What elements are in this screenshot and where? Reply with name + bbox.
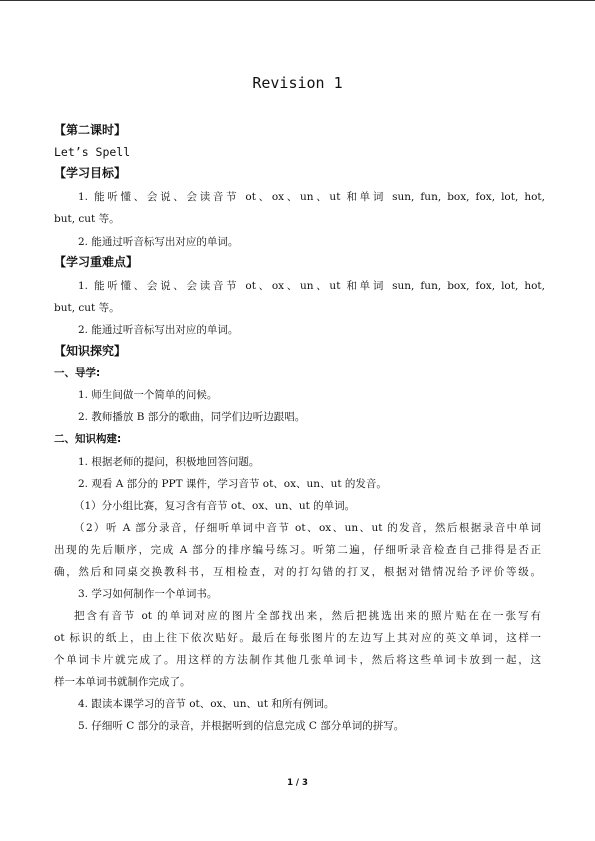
key-point-item-1: 1. 能听懂、会说、会读音节 ot、ox、un、ut 和单词 sun, fun, box, fox, lot, hot, <box>78 280 545 292</box>
build-item-2-sub-2-cont-1: 出现的先后顺序，完成 A 部分的排序编号练习。听第二遍，仔细听录音检查自己排得是否正 <box>54 544 541 556</box>
build-item-2-sub-2: （2）听 A 部分录音，仔细听单词中音节 ot、ox、un、ut 的发音，然后根据录音中单词 <box>74 522 541 534</box>
section-heading-key-points: 【学习重难点】 <box>54 255 139 269</box>
build-item-3-desc-cont-2: 个单词卡片就完成了。用这样的方法制作其他几张单词卡，然后将这些单词卡放到一起，这 <box>54 654 541 666</box>
build-item-3: 3. 学习如何制作一个单词书。 <box>78 588 218 600</box>
subheading-guide: 一、导学: <box>54 367 101 379</box>
section-heading-lesson: 【第二课时】 <box>54 123 127 137</box>
build-item-4: 4. 跟读本课学习的音节 ot、ox、un、ut 和所有例词。 <box>78 698 335 710</box>
section-heading-explore: 【知识探究】 <box>54 344 127 358</box>
objective-item-2: 2. 能通过听音标写出对应的单词。 <box>78 236 239 248</box>
document-title: Revision 1 <box>252 74 343 92</box>
lesson-subtitle: Let’s Spell <box>54 145 131 159</box>
section-heading-objectives: 【学习目标】 <box>54 166 127 180</box>
build-item-3-desc: 把含有音节 ot 的单词对应的图片全部找出来，然后把挑选出来的照片贴在在一张写有 <box>74 610 541 622</box>
objective-item-1: 1. 能听懂、会说、会读音节 ot、ox、un、ut 和单词 sun, fun, box, fox, lot, hot, <box>78 191 545 203</box>
guide-item-1: 1. 师生间做一个简单的问候。 <box>78 389 218 401</box>
build-item-2-sub-1: （1）分小组比赛，复习含有音节 ot、ox、un、ut 的单词。 <box>74 500 356 512</box>
key-point-item-2: 2. 能通过听音标写出对应的单词。 <box>78 324 239 336</box>
top-rule <box>0 0 595 1</box>
build-item-2-sub-2-cont-2: 确，然后和同桌交换教科书，互相检查，对的打勾错的打叉，根据对错情况给予评价等级。 <box>54 566 541 578</box>
guide-item-2: 2. 教师播放 B 部分的歌曲，同学们边听边跟唱。 <box>78 411 306 423</box>
build-item-5: 5. 仔细听 C 部分的录音，并根据听到的信息完成 C 部分单词的拼写。 <box>78 720 405 732</box>
objective-item-1-cont: but, cut 等。 <box>54 213 120 225</box>
build-item-3-desc-cont-1: ot 标识的纸上，由上往下依次贴好。最后在每张图片的左边写上其对应的英文单词，这样一 <box>54 632 541 644</box>
build-item-3-desc-cont-3: 样一本单词书就制作完成了。 <box>54 676 191 688</box>
subheading-build: 二、知识构建: <box>54 433 122 445</box>
build-item-2: 2. 观看 A 部分的 PPT 课件，学习音节 ot、ox、un、ut 的发音。 <box>78 478 387 490</box>
build-item-1: 1. 根据老师的提问，积极地回答问题。 <box>78 456 260 468</box>
page-number: 1 / 3 <box>287 778 308 788</box>
key-point-item-1-cont: but, cut 等。 <box>54 302 120 314</box>
